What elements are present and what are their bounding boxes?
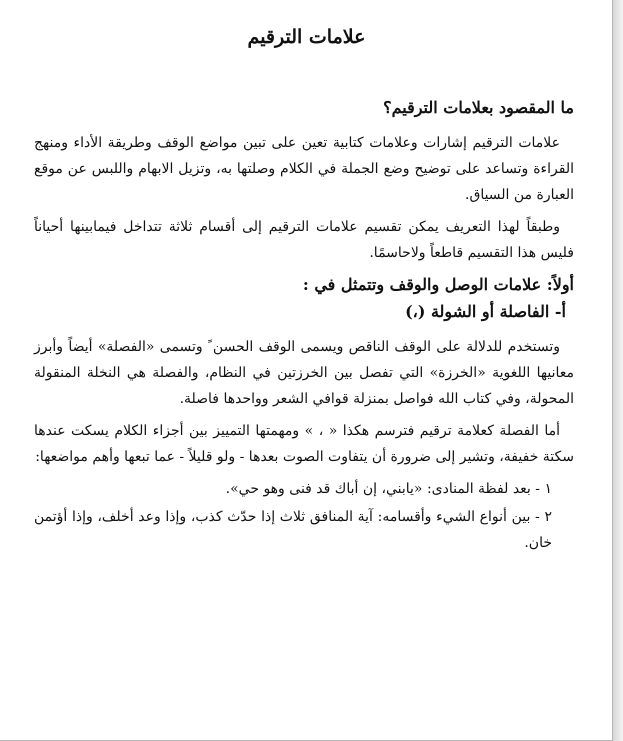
paragraph-comma-usage: وتستخدم للدلالة على الوقف الناقص ويسمى الوقف الحسن ً وتسمى «الفصلة» أيضاً وأبرز معانيها اللغوية «الخرزة» التي تفصل بين الخرزتين في النظام، والفصلة هي النخلة المنقولة المحولة، وفي كتاب الله فواصل بمنزلة قوافي الشعر وواحدها فاصلة. — [34, 339, 574, 407]
list-item: ١ - بعد لفظة المنادى: «يابني، إن أباك قد فنى وهو حي». — [225, 481, 552, 497]
page-title: علامات الترقيم — [247, 26, 366, 48]
section-heading-first: أولاً: علامات الوصل والوقف وتتمثل في : — [302, 275, 574, 294]
page-edge-shadow — [613, 0, 623, 741]
paragraph-division: وطبقاً لهذا التعريف يمكن تقسيم علامات الترقيم إلى أقسام ثلاثة تتداخل فيمابينها أحياناً فليس هذا التقسيم قاطعاً ولاحاسمًا. — [34, 219, 574, 261]
subsection-heading-comma: أ- الفاصلة أو الشولة (،) — [405, 302, 566, 321]
paragraph-definition: علامات الترقيم إشارات وعلامات كتابية تعين على تبين مواضع الوقف وطريقة الأداء ومنهج القراءة وتساعد على توضيح وضع الجملة في الكلام وصلتها به، وتزيل الابهام واللبس عن موقع العبارة من السياق. — [34, 135, 574, 203]
document-body — [34, 96, 574, 558]
comma-positions-list — [34, 476, 574, 556]
paragraph-comma-shape: أما الفصلة كعلامة ترقيم فترسم هكذا « ، » ومهمتها التمييز بين أجزاء الكلام يسكت عندها سكتة خفيفة، وتشير إلى ضرورة أن يتفاوت الصوت بعدها - ولو قليلاً - عما تبعها وأهم مواضعها: — [34, 423, 574, 465]
question-heading: ما المقصود بعلامات الترقيم؟ — [383, 98, 574, 117]
list-item: ٢ - بين أنواع الشيء وأقسامه: آية المنافق ثلاث إذا حدّث كذب، وإذا وعد أخلف، وإذا أؤتمن خان. — [34, 509, 552, 551]
